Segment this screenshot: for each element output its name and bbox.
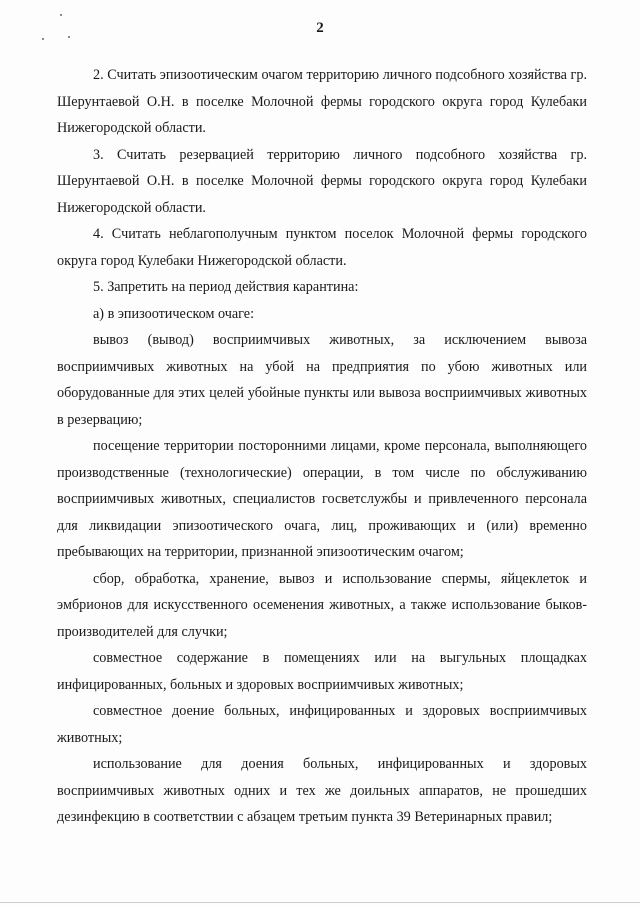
paragraph-item-2: 2. Считать эпизоотическим очагом территорию личного подсобного хозяйства гр. Шерунтаевой О.Н. в поселке Молочной фермы городского округа город Кулебаки Нижегородской области. [57,67,587,136]
paragraph-subitem-a: а) в эпизоотическом очаге: [93,305,255,322]
paragraph-joint-milking-ban: совместное доение больных, инфицированных и здоровых восприимчивых животных; [57,703,587,746]
paragraph-visit-ban: посещение территории посторонними лицами, кроме персонала, выполняющего производственные (технологические) операции, в том числе по обслуживанию восприимчивых животных, специалистов госветслужбы и привлеченного персонала для ликвидации эпизоотического очага, лиц, проживающих и (или) временно пребывающих на территории, признанной эпизоотическим очагом; [57,438,587,560]
scan-speck [60,14,62,16]
paragraph-joint-keeping-ban: совместное содержание в помещениях или на выгульных площадках инфицированных, больных и здоровых восприимчивых животных; [57,650,587,693]
paragraph-milking-equipment-ban: использование для доения больных, инфицированных и здоровых восприимчивых животных одних и тех же доильных аппаратов, не прошедших дезинфекцию в соответствии с абзацем третьим пункта 39 Ветеринарных правил; [57,756,587,825]
paragraph-item-3: 3. Считать резервацией территорию личного подсобного хозяйства гр. Шерунтаевой О.Н. в поселке Молочной фермы городского округа город Кулебаки Нижегородской области. [57,146,587,216]
page-number: 2 [316,20,324,36]
document-body [57,62,587,831]
paragraph-item-4: 4. Считать неблагополучным пунктом поселок Молочной фермы городского округа город Кулебаки Нижегородской области. [57,226,587,269]
paragraph-export-ban: вывоз (вывод) восприимчивых животных, за исключением вывоза восприимчивых животных на убой на предприятия по убою животных или оборудованные для этих целей убойные пункты или вывоза восприимчивых животных в резервацию; [57,332,587,428]
scan-edge-line [0,902,640,903]
paragraph-item-5: 5. Запретить на период действия карантина: [93,279,359,295]
scan-speck [42,38,44,40]
paragraph-semen-ban: сбор, обработка, хранение, вывоз и использование спермы, яйцеклеток и эмбрионов для искусственного осеменения животных, а также использование быков-производителей для случки; [57,570,587,640]
